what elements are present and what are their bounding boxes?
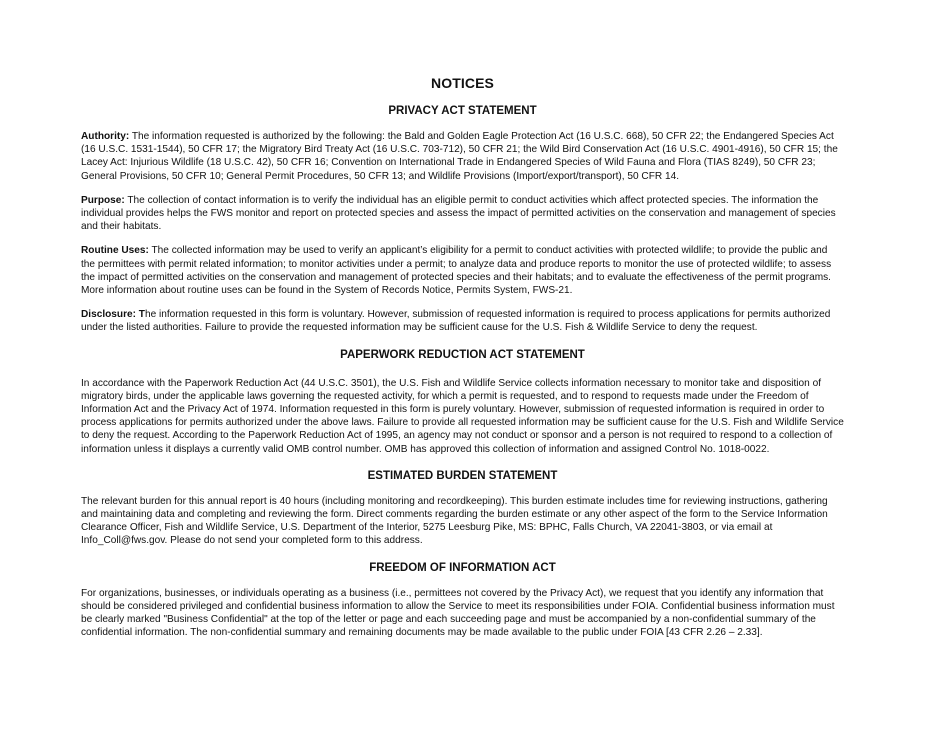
purpose-text: The collection of contact information is to verify the individual has an eligible permit to conduct activities which affect protected species. The information the individual provides helps the FWS monitor and report on protected species and assess the impact of permitted activities on the conservation and management of species and their habitats.: [81, 194, 836, 233]
foia-heading: FREEDOM OF INFORMATION ACT: [369, 561, 556, 574]
foia-paragraph: For organizations, businesses, or individuals operating as a business (i.e., permittees not covered by the Privacy Act), we request that you identify any information that should be considered privileged and confidential business information to allow the Service to meet its responsibilities under FOIA. Confidential business information must be clearly marked "Business Confidential" at the top of the letter or page and each succeeding page and must be accompanied by a non-confidential summary of the confidential information. The non-confidential summary and remaining documents may be made available to the public under FOIA [43 CFR 2.26 – 2.33].: [81, 587, 835, 639]
burden-statement-heading: ESTIMATED BURDEN STATEMENT: [367, 469, 558, 482]
disclosure-label: Disclosure: T: [81, 309, 145, 321]
routine-uses-label: Routine Uses:: [81, 245, 149, 257]
page-title: NOTICES: [431, 75, 494, 91]
burden-statement-paragraph: The relevant burden for this annual report is 40 hours (including monitoring and recordkeeping). This burden estimate includes time for reviewing instructions, gathering and maintaining data and completing and reviewing the form. Direct comments regarding the burden estimate or any other aspect of the form to the Service Information Clearance Officer, Fish and Wildlife Service, U.S. Department of the Interior, 5275 Leesburg Pike, MS: BPHC, Falls Church, VA 22041-3803, or via email at Info_Coll@fws.gov. Please do not send your completed form to this address.: [81, 495, 828, 547]
disclosure-text: he information requested in this form is voluntary. However, submission of requested information is required to process applications for permits authorized under the listed authorities. Failure to provide the requested information may be sufficient cause for the U.S. Fish & Wildlife Service to deny the request.: [81, 309, 831, 334]
authority-text: The information requested is authorized by the following: the Bald and Golden Eagle Protection Act (16 U.S.C. 668), 50 CFR 22; the Endangered Species Act (16 U.S.C. 1531-1544), 50 CFR 17; the Migratory Bird Treaty Act (16 U.S.C. 703-712), 50 CFR 21; the Wild Bird Conservation Act (16 U.S.C. 4901-4916), 50 CFR 15; the Lacey Act: Injurious Wildlife (18 U.S.C. 42), 50 CFR 16; Convention on International Trade in Endangered Species of Wild Fauna and Flora (TIAS 8249), 50 CFR 23; General Provisions, 50 CFR 10; General Permit Procedures, 50 CFR 13; and Wildlife Provisions (Import/export/transport), 50 CFR 14.: [81, 131, 838, 182]
privacy-act-heading: PRIVACY ACT STATEMENT: [388, 105, 537, 117]
purpose-paragraph: [81, 194, 844, 234]
disclosure-paragraph: [81, 308, 844, 334]
paperwork-reduction-heading: PAPERWORK REDUCTION ACT STATEMENT: [340, 348, 585, 361]
authority-label: Authority:: [81, 131, 130, 142]
authority-paragraph: [81, 130, 844, 183]
routine-uses-text: The collected information may be used to verify an applicant’s eligibility for a permit to conduct activities with protected wildlife; to provide the public and the permittees with permit related information; to monitor activities under a permit; to analyze data and produce reports to monitor the use of protected wildlife; to assess the impact of permitted activities on the conservation and management of protected species and their habitats; and to evaluate the effectiveness of the permit programs. More information about routine uses can be found in the System of Records Notice, Permits System, FWS-21.: [81, 245, 832, 297]
paperwork-reduction-paragraph: In accordance with the Paperwork Reduction Act (44 U.S.C. 3501), the U.S. Fish and Wildlife Service collects information necessary to monitor take and disposition of migratory birds, under the applicable laws governing the requested activity, for which a permit is requested, and to respond to requests made under the Freedom of Information Act and the Privacy Act of 1974. Information requested in this form is purely voluntary. However, submission of requested information is required in order to process applications for permits authorized under the above laws. Failure to provide all requested information may be sufficient cause for the U.S. Fish and Wildlife Service to deny the request. According to the Paperwork Reduction Act of 1995, an agency may not conduct or sponsor and a person is not required to respond to a collection of information unless it displays a currently valid OMB control number. OMB has approved this collection of information and assigned Control No. 1018-0022.: [81, 377, 844, 455]
purpose-label: Purpose:: [81, 194, 125, 206]
routine-uses-paragraph: [81, 244, 844, 297]
